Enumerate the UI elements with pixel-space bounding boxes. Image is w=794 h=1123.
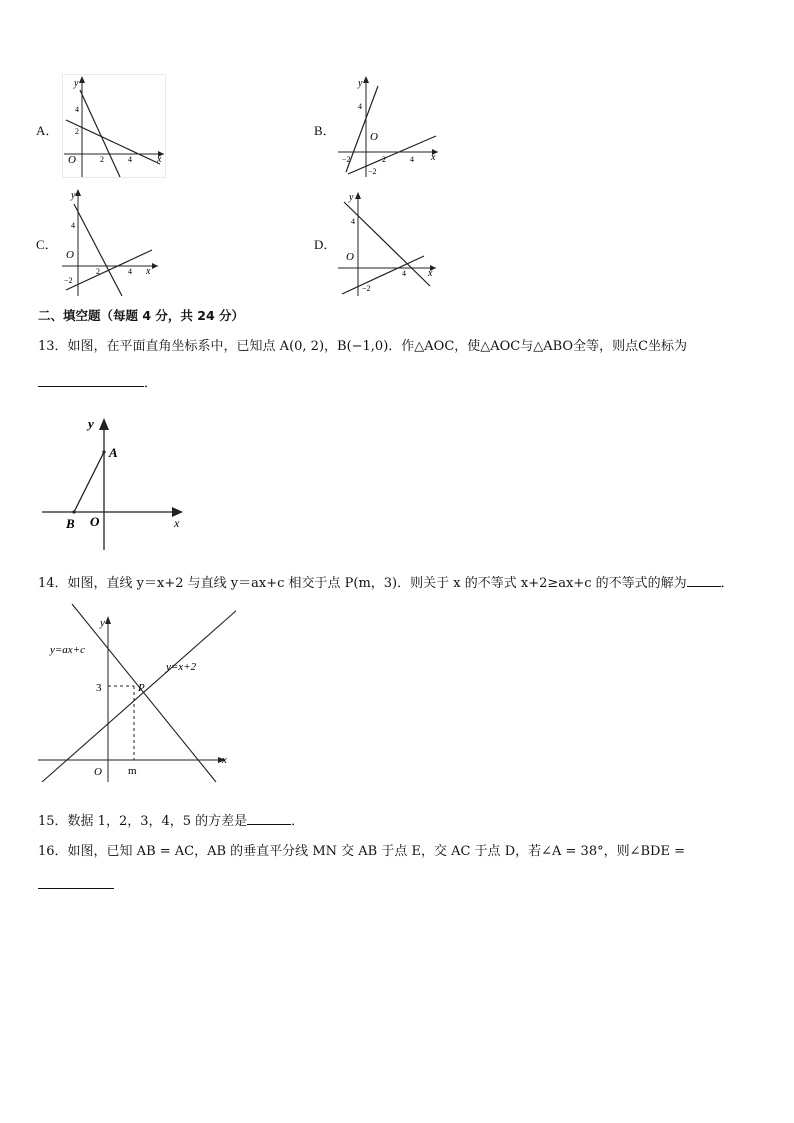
b-label: B [66,516,75,531]
section-title: 二、填空题（每题 4 分，共 24 分） [38,308,245,323]
tick: −2 [362,284,371,293]
answer-blank[interactable] [38,372,144,387]
p-label: P [138,682,145,694]
o-label: O [94,766,102,778]
three-label: 3 [96,682,102,694]
tick: 4 [351,217,355,226]
question-16-text: 16．如图，已知 AB = AC，AB 的垂直平分线 MN 交 AB 于点 E，交 AC 于点 D，若∠A = 38°，则∠BDE = [38,844,685,859]
line-2 [348,136,436,174]
y-label: y [349,192,354,203]
line-1 [74,204,122,296]
period: ． [144,376,158,391]
question-14-body: 14．如图，直线 y＝x+2 与直线 y＝ax+c 相交于点 P(m，3)．则关于 x 的不等式 x+2≥ax+c 的不等式的解为 [38,576,687,591]
option-c-label[interactable]: C． [36,237,58,252]
question-15-text [38,810,304,831]
line-2-label: y=x+2 [166,661,197,673]
m-label: m [128,765,137,777]
answer-blank[interactable] [687,572,721,587]
question-13-answer [38,372,157,393]
tick: 2 [96,267,100,276]
y-label: y [100,617,105,629]
tick: −2 [342,155,351,164]
option-a-label[interactable]: A． [36,123,59,138]
option-d-graph [338,190,442,298]
question-13-text: 13．如图，在平面直角坐标系中，已知点 A(0, 2)，B(−1,0)．作△AOC，使△AOC与△ABO全等，则点C坐标为 [38,339,688,354]
question-14-text [38,572,734,593]
x-label: x [157,154,162,165]
option-b-label[interactable]: B． [314,123,336,138]
question-16-answer [38,874,114,895]
tick: 4 [128,267,132,276]
x-label: x [174,516,180,530]
a-label: A [109,445,118,460]
option-b-graph [338,74,442,178]
question-15-body: 15．数据 1，2，3，4，5 的方差是 [38,814,248,829]
tick: 4 [358,102,362,111]
y-label: y [74,78,79,89]
period: ． [291,814,305,829]
tick: 4 [402,269,406,278]
question-14-figure [36,600,236,786]
line-2 [66,120,160,164]
tick: 4 [410,155,414,164]
origin-label: O [68,154,76,166]
origin-label: O [66,249,74,261]
tick: −2 [368,167,377,176]
y-label: y [71,190,76,201]
origin-label: O [346,251,354,263]
tick: −2 [64,276,73,285]
question-13-figure [38,414,190,554]
option-a-graph [62,74,166,178]
x-label: x [431,152,436,163]
line-2 [342,256,424,294]
tick: 4 [75,105,79,114]
tick: 4 [128,155,132,164]
o-label: O [90,514,100,529]
point-a [102,450,105,453]
tick: 2 [100,155,104,164]
tick: 2 [75,127,79,136]
point-b [72,510,75,513]
y-label: y [88,416,94,431]
period: ． [720,576,734,591]
x-label: x [428,268,433,279]
x-label: x [146,266,151,277]
tick: 2 [382,155,386,164]
option-d-label[interactable]: D． [314,237,337,252]
line-1 [346,86,378,172]
y-label: y [358,78,363,89]
tick: 4 [71,221,75,230]
option-c-graph [62,186,166,298]
answer-blank[interactable] [38,874,114,889]
line-2 [66,250,152,290]
segment-ab [74,452,104,512]
answer-blank[interactable] [247,810,291,825]
line-1-label: y=ax+c [50,644,85,656]
origin-label: O [370,131,378,143]
x-label: x [222,754,227,766]
